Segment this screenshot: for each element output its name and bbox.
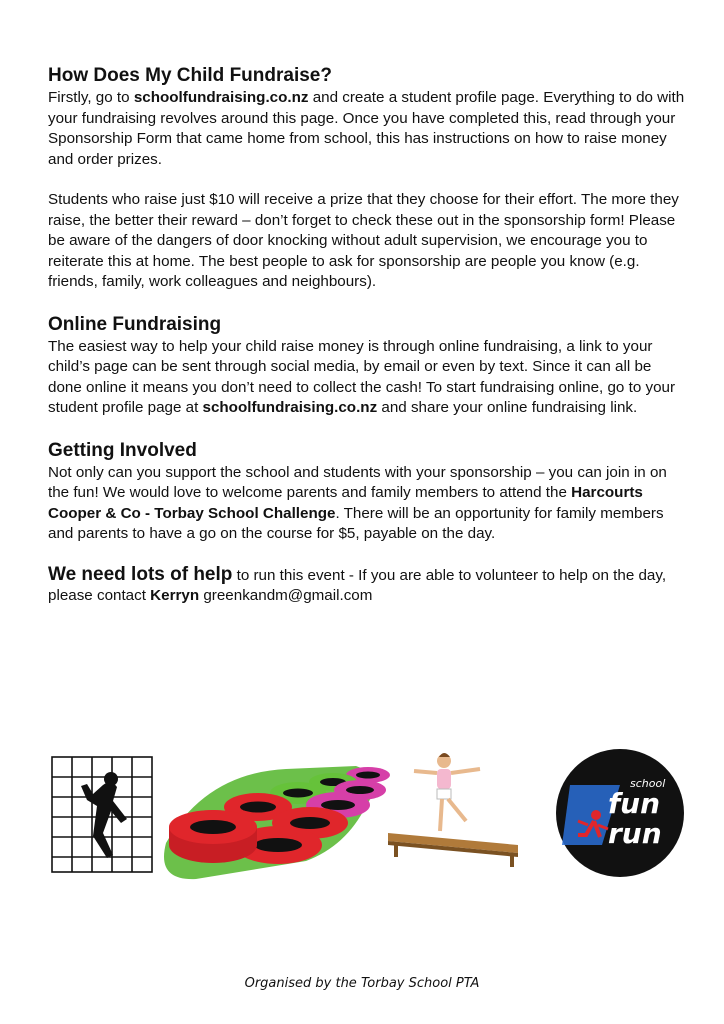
illustrations-svg xyxy=(48,745,688,890)
flyer-content xyxy=(48,64,688,607)
help-paragraph xyxy=(48,565,688,607)
website-link[interactable]: schoolfundraising.co.nz xyxy=(202,399,378,416)
text-span: to run this event - If you are able to volunteer to help on the day, please contact xyxy=(48,566,667,604)
event-name: Harcourts Cooper & Co - Torbay School Challenge xyxy=(48,484,643,522)
balance-beam-icon xyxy=(388,753,518,867)
website-link[interactable]: schoolfundraising.co.nz xyxy=(133,89,309,106)
text-span: The easiest way to help your child raise money is through online fundraising, a link to your child’s page can be sent through social media, by email or even by text. Since it can all be done online it means you don’t need to collect the cash! To start fundraising online, go to your student profile page at xyxy=(48,337,676,416)
climbing-net-icon xyxy=(52,757,152,872)
involved-paragraph xyxy=(48,463,688,545)
text-span: Firstly, go to xyxy=(48,89,134,106)
logo-line-1: school xyxy=(630,777,666,790)
heading-how-fundraise: How Does My Child Fundraise? xyxy=(48,65,332,86)
online-paragraph xyxy=(48,337,688,419)
illustration-strip xyxy=(48,745,688,890)
text-span: and create a student profile page. Everything to do with your fundraising revolves around this page. Once you have completed this, read through your Sponsorship Form that came home from school, this has instructions on how to raise money and order prizes. xyxy=(48,89,685,168)
fundraise-paragraph-1 xyxy=(48,88,688,170)
contact-email[interactable]: greenkandm@gmail.com xyxy=(199,587,373,604)
logo-line-3: run xyxy=(608,817,662,850)
logo-line-2: fun xyxy=(608,787,661,820)
help-callout: We need lots of help xyxy=(48,563,233,585)
text-span: . There will be an opportunity for family members and parents to have a go on the course for $5, payable on the day. xyxy=(48,504,664,542)
footer-note: Organised by the Torbay School PTA xyxy=(244,976,480,991)
heading-getting-involved: Getting Involved xyxy=(48,439,197,461)
contact-name: Kerryn xyxy=(150,587,200,604)
text-span: Not only can you support the school and students with your sponsorship – you can join in on the fun! We would love to welcome parents and family members to attend the xyxy=(48,463,667,501)
heading-online-fundraising: Online Fundraising xyxy=(48,313,222,335)
tire-course-icon xyxy=(164,766,390,879)
text-span: and share your online fundraising link. xyxy=(377,399,638,416)
school-fun-run-logo xyxy=(556,749,684,877)
fundraise-paragraph-2: Students who raise just $10 will receive a prize that they choose for their effort. The more they raise, the better their reward – don’t forget to check these out in the sponsorship form! Please be aware of the dangers of door knocking without adult supervision, we encourage you to reiterate this at home. The best people to ask for sponsorship are people you know (e.g. friends, family, work colleagues and neighbours). xyxy=(48,191,679,290)
